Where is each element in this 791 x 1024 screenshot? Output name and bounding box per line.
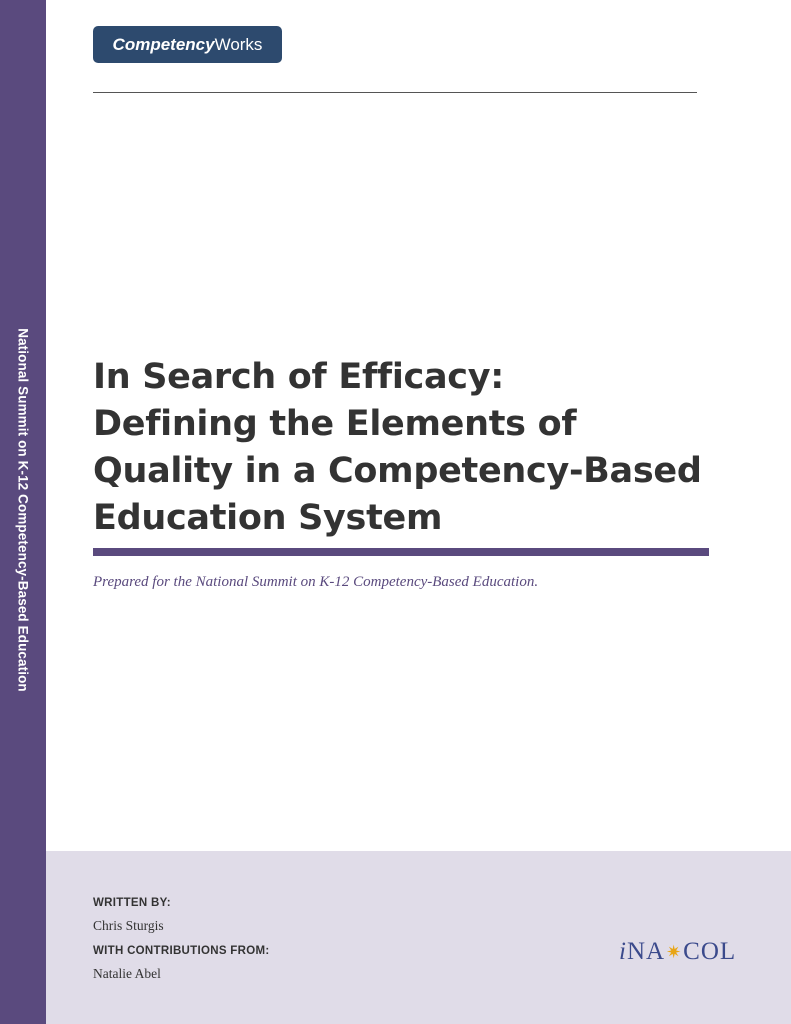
title-line: Defining the Elements of	[93, 404, 577, 444]
cover-spine	[0, 0, 46, 1024]
logo-text-light: Works	[214, 34, 263, 54]
document-title	[93, 354, 733, 542]
top-divider	[93, 92, 697, 93]
contributions-label: WITH CONTRIBUTIONS FROM:	[93, 945, 270, 957]
written-by-label: WRITTEN BY:	[93, 897, 171, 909]
inacol-logo	[619, 938, 736, 966]
spine-title: National Summit on K-12 Competency-Based Education	[15, 328, 31, 692]
inacol-logo-a: A	[646, 938, 666, 965]
title-underline-bar	[93, 548, 709, 556]
title-line: Quality in a Competency-Based	[93, 451, 702, 491]
inacol-logo-i: i	[619, 938, 627, 965]
inacol-logo-col: COL	[683, 938, 737, 965]
title-line: Education System	[93, 498, 443, 538]
title-line: In Search of Efficacy:	[93, 357, 504, 397]
logo-text-bold: Competency	[112, 34, 215, 54]
sun-icon: ✷	[666, 941, 683, 962]
inacol-logo-n: N	[626, 938, 647, 965]
author-name: Chris Sturgis	[93, 918, 164, 933]
contributor-name: Natalie Abel	[93, 966, 161, 981]
document-subtitle: Prepared for the National Summit on K-12 Competency-Based Education.	[93, 574, 539, 590]
competencyworks-logo	[93, 26, 282, 63]
